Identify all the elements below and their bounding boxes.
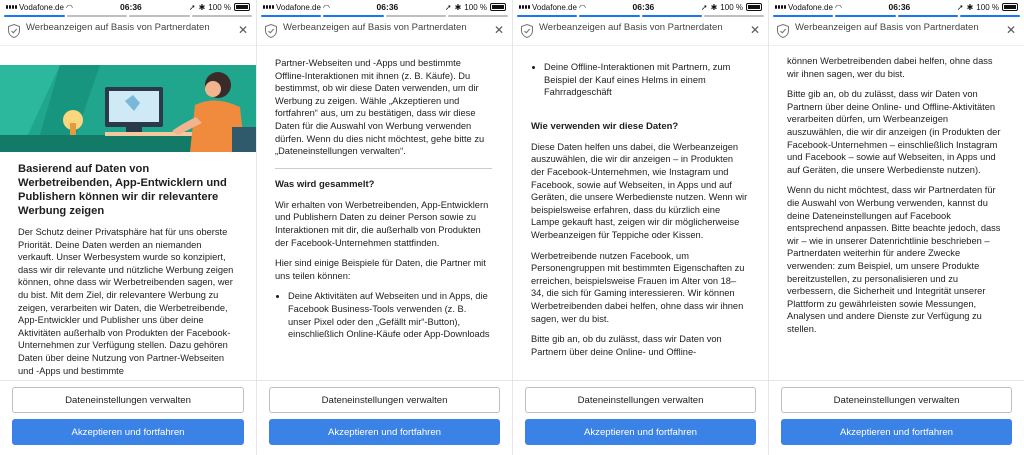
content-paragraph: Bitte gib an, ob du zulässt, dass wir Daten von Partnern über deine Online- und Offline- <box>531 334 722 357</box>
dialog-title: Werbeanzeigen auf Basis von Partnerdaten <box>795 22 979 33</box>
content-paragraph: Partner-Webseiten und -Apps und bestimmte Offline-Interaktionen mit ihnen (z. B. Käufe). Du bestimmst, ob wir diese Daten verwenden, um dir Werbung zu zeigen. Wähle „Akzeptieren und fortfahren“ aus, um zu bestätigen, dass wir diese Daten für die Auswahl von Werbung verwenden dürfen. Wenn du dies nicht möchtest, gehe bitte zu „Dateneinstellungen verwalten“. <box>275 58 485 157</box>
dialog-content[interactable] <box>0 47 256 380</box>
battery-label: 100 % <box>976 2 999 12</box>
status-bar <box>257 0 512 14</box>
shield-check-icon <box>265 24 277 38</box>
dialog-title: Werbeanzeigen auf Basis von Partnerdaten <box>283 22 467 33</box>
battery-icon <box>1002 3 1018 11</box>
content-paragraph: können Werbetreibenden dabei helfen, ohne dass wir ihnen sagen, wer du bist. <box>787 56 993 79</box>
carrier-label: Vodafone.de <box>788 2 833 12</box>
signal-icon <box>519 5 530 9</box>
wifi-icon: ◠ <box>578 2 586 12</box>
manage-data-settings-button[interactable]: Dateneinstellungen verwalten <box>269 387 500 413</box>
content-paragraph: Werbetreibende nutzen Facebook, um Personengruppen mit bestimmten Eigenschaften zu erreichen, beispielsweise Frauen im Alter von 18–34, die sich für Gaming interessieren. Wir können Werbetreibenden dabei helfen, ohne dass wir ihnen sagen, wer du bist. <box>531 250 745 324</box>
bluetooth-icon: ✱ <box>710 2 718 12</box>
shield-check-icon <box>521 24 533 38</box>
signal-icon <box>6 5 17 9</box>
carrier-label: Vodafone.de <box>532 2 577 12</box>
dialog-content[interactable] <box>257 47 512 380</box>
dialog-header <box>257 18 512 46</box>
status-bar <box>769 0 1024 14</box>
battery-label: 100 % <box>720 2 743 12</box>
list-item: • Deine Offline-Interaktionen mit Partnern, zum Beispiel der Kauf eines Helms in einem Fahrradgeschäft <box>544 61 748 99</box>
content-heading: Basierend auf Daten von Werbetreibenden, App-Entwicklern und Publishern können wir dir relevantere Werbung zeigen <box>18 163 227 217</box>
battery-label: 100 % <box>208 2 231 12</box>
close-icon[interactable]: ✕ <box>749 23 760 37</box>
bluetooth-icon: ✱ <box>966 2 974 12</box>
accept-and-continue-button[interactable]: Akzeptieren und fortfahren <box>525 419 756 445</box>
location-icon: ➚ <box>956 2 964 12</box>
screen-4 <box>768 0 1024 455</box>
content-paragraph: Wir erhalten von Werbetreibenden, App-Entwicklern und Publishern Daten zu deiner Person sowie zu Interaktionen mit dir, die außerhalb von Produkten der Facebook-Unternehmen stattfinden. <box>275 199 489 248</box>
battery-icon <box>746 3 762 11</box>
dialog-footer <box>0 380 256 455</box>
content-heading: Was wird gesammelt? <box>275 178 375 190</box>
dialog-footer <box>513 380 768 455</box>
signal-icon <box>263 5 274 9</box>
bluetooth-icon: ✱ <box>198 2 206 12</box>
shield-check-icon <box>777 24 789 38</box>
dialog-header <box>769 18 1024 46</box>
examples-list <box>275 290 492 340</box>
examples-list <box>531 61 748 99</box>
dialog-footer <box>257 380 512 455</box>
content-paragraph: Hier sind einige Beispiele für Daten, die Partner mit uns teilen können: <box>275 258 486 281</box>
dialog-footer <box>769 380 1024 455</box>
accept-and-continue-button[interactable]: Akzeptieren und fortfahren <box>269 419 500 445</box>
accept-and-continue-button[interactable]: Akzeptieren und fortfahren <box>781 419 1012 445</box>
dialog-content[interactable] <box>769 47 1024 380</box>
manage-data-settings-button[interactable]: Dateneinstellungen verwalten <box>781 387 1012 413</box>
signal-icon <box>775 5 786 9</box>
manage-data-settings-button[interactable]: Dateneinstellungen verwalten <box>525 387 756 413</box>
battery-icon <box>490 3 506 11</box>
close-icon[interactable]: ✕ <box>237 23 248 37</box>
battery-icon <box>234 3 250 11</box>
divider <box>275 168 492 169</box>
dialog-title: Werbeanzeigen auf Basis von Partnerdaten <box>539 22 723 33</box>
location-icon: ➚ <box>444 2 452 12</box>
content-heading: Wie verwenden wir diese Daten? <box>531 120 679 132</box>
status-time: 06:36 <box>632 2 655 12</box>
content-paragraph: Der Schutz deiner Privatsphäre hat für uns oberste Priorität. Deine Daten werden an niemanden verkauft. Unser Werbesystem wurde so konzipiert, dass wir dir relevante und nützliche Werbung zeigen können, ohne dass wir Werbetreibenden sagen, wer du bist. Mit dem Ziel, dir relevantere Werbung zu zeigen, verarbeiten wir Daten, die Werbetreibende, App-Entwickler und Publisher uns über deine Aktivitäten außerhalb von Produkten der Facebook-Unternehmen zur Verfügung stellen. Dazu gehören Daten über deine Nutzung von Partner-Webseiten und -Apps und bestimmte <box>18 227 234 376</box>
screen-2 <box>256 0 512 455</box>
location-icon: ➚ <box>700 2 708 12</box>
list-item: • Deine Aktivitäten auf Webseiten und in Apps, die Facebook Business-Tools verwenden (z. B. unser Pixel oder den „Gefällt mir“-Button), einschließlich Online-Käufe oder App-Downloads <box>288 290 492 340</box>
location-icon: ➚ <box>188 2 196 12</box>
wifi-icon: ◠ <box>65 2 73 12</box>
manage-data-settings-button[interactable]: Dateneinstellungen verwalten <box>12 387 244 413</box>
status-time: 06:36 <box>888 2 911 12</box>
dialog-header <box>0 18 256 46</box>
accept-and-continue-button[interactable]: Akzeptieren und fortfahren <box>12 419 244 445</box>
close-icon[interactable]: ✕ <box>1005 23 1016 37</box>
illustration-image <box>0 65 256 152</box>
screen-3 <box>512 0 768 455</box>
wifi-icon: ◠ <box>834 2 842 12</box>
shield-check-icon <box>8 24 20 38</box>
battery-label: 100 % <box>464 2 487 12</box>
screen-1 <box>0 0 256 455</box>
status-time: 06:36 <box>120 2 142 12</box>
carrier-label: Vodafone.de <box>19 2 64 12</box>
status-bar <box>513 0 768 14</box>
content-paragraph: Bitte gib an, ob du zulässt, dass wir Daten von Partnern über deine Online- und Offline-Aktivitäten verarbeiten dürfen, um Werbeanzeigen auszuwählen, die wir dir anzeigen (in Produkten der Facebook-Unternehmen – einschließlich Instagram und Facebook – sowie auf Webseiten, in Apps und auf Geräten, die unsere Werbedienste nutzen). <box>787 89 1001 175</box>
status-bar <box>0 0 256 14</box>
close-icon[interactable]: ✕ <box>493 23 504 37</box>
dialog-content[interactable] <box>513 47 768 380</box>
content-paragraph: Diese Daten helfen uns dabei, die Werbeanzeigen auszuwählen, die wir dir anzeigen – in Produkten der Facebook-Unternehmen, wie Instagram und Facebook, sowie auf Webseiten, in Apps und auf Geräten, die unsere Werbedienste nutzen. Wenn wir beispielsweise erfahren, dass du kürzlich eine Lampe gekauft hast, zeigen wir dir möglicherweise Werbeanzeigen für Teppiche oder Kissen. <box>531 141 748 240</box>
wifi-icon: ◠ <box>322 2 330 12</box>
dialog-header <box>513 18 768 46</box>
status-time: 06:36 <box>376 2 399 12</box>
content-paragraph: Wenn du nicht möchtest, dass wir Partnerdaten für die Auswahl von Werbung verwenden, kannst du deine Dateneinstellungen auf Facebook entsprechend anpassen. Bitte beachte jedoch, dass wir – wie in unserer Datenrichtlinie beschrieben – Partnerdaten weiterhin für andere Zwecke verwenden: zum Beispiel, um unsere Produkte bereitzustellen, zu personalisieren und zu verbessern, die Sicherheit und Integrität unserer Plattform zu gewährleisten sowie Messungen, Analysen und andere Dienste zur Verfügung zu stellen. <box>787 185 1001 334</box>
carrier-label: Vodafone.de <box>276 2 321 12</box>
dialog-title: Werbeanzeigen auf Basis von Partnerdaten <box>26 22 210 33</box>
bluetooth-icon: ✱ <box>454 2 462 12</box>
